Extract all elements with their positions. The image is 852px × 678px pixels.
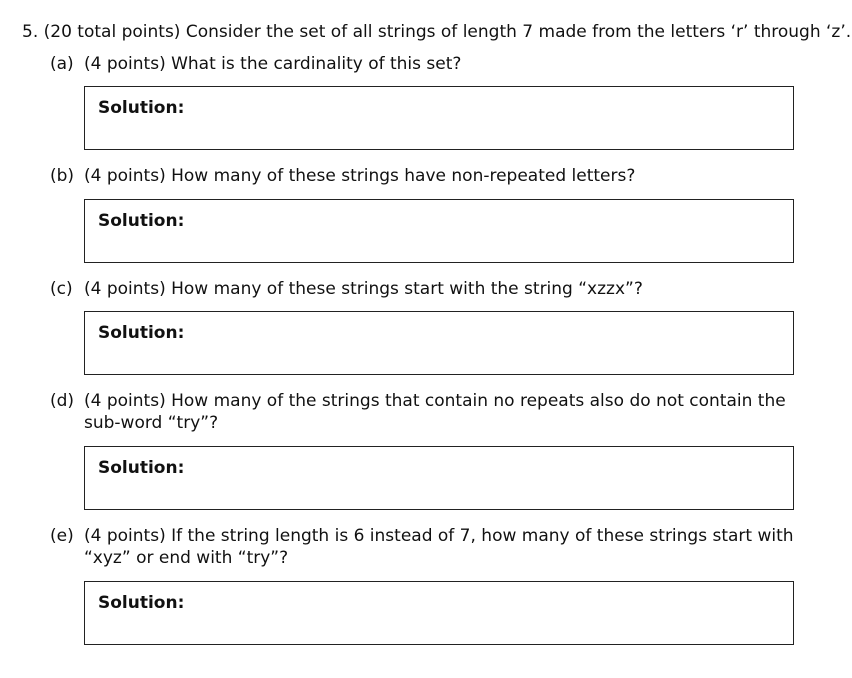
part-b-question: (4 points) How many of these strings have non-repeated letters? <box>84 166 636 186</box>
problem-header <box>22 21 851 43</box>
part-c-question: (4 points) How many of these strings start with the string “xzzx”? <box>84 279 643 299</box>
problem-text: (20 total points) Consider the set of all strings of length 7 made from the letters ‘r’ through ‘z’. <box>43 22 852 42</box>
part-d-label: (d) <box>50 391 75 411</box>
part-d-solution-label: Solution: <box>98 458 185 478</box>
part-c-solution-label: Solution: <box>98 323 185 343</box>
part-c-label: (c) <box>50 279 73 299</box>
part-b-label: (b) <box>50 166 75 186</box>
part-b-solution-label: Solution: <box>98 211 185 231</box>
part-a-label: (a) <box>50 54 74 74</box>
part-d-solution-box[interactable] <box>84 446 794 510</box>
part-a-question: (4 points) What is the cardinality of this set? <box>84 54 462 74</box>
part-e-solution-box[interactable] <box>84 581 794 645</box>
part-c-solution-box[interactable] <box>84 311 794 375</box>
part-e-label: (e) <box>50 526 74 546</box>
part-d-question: (4 points) How many of the strings that contain no repeats also do not contain the sub-word “try”? <box>84 391 786 433</box>
problem-number: 5. <box>22 22 39 42</box>
part-a-solution-box[interactable] <box>84 86 794 150</box>
part-e-question: (4 points) If the string length is 6 instead of 7, how many of these strings start with “xyz” or end with “try”? <box>84 526 794 568</box>
part-a-solution-label: Solution: <box>98 98 185 118</box>
part-b-solution-box[interactable] <box>84 199 794 263</box>
part-e-solution-label: Solution: <box>98 593 185 613</box>
